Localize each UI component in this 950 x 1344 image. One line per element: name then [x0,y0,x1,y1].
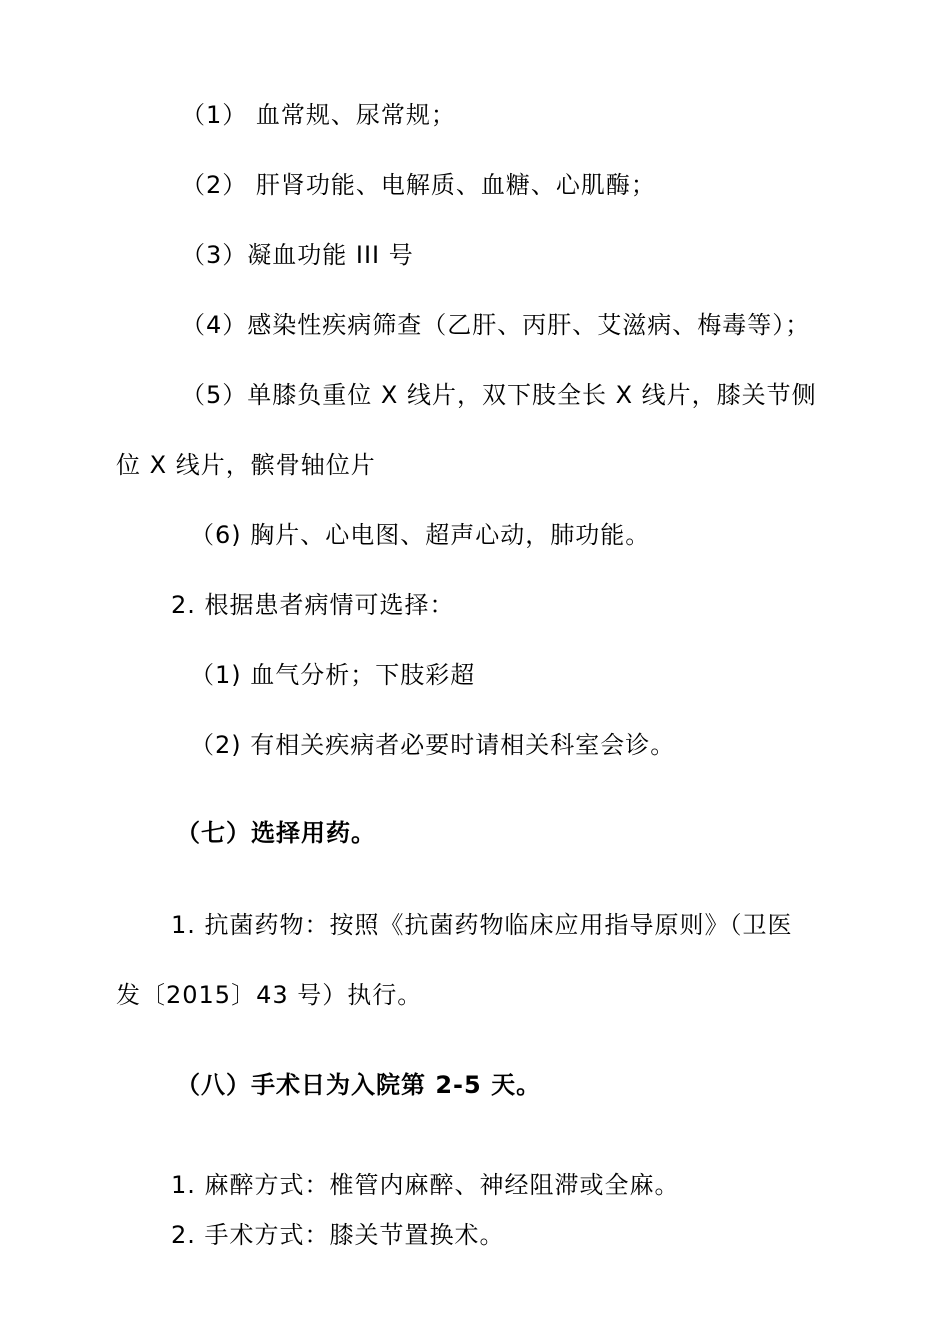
antibiotic-item: 1. 抗菌药物：按照《抗菌药物临床应用指导原则》（卫医 [171,911,793,939]
exam-item-6: （6) 胸片、心电图、超声心动，肺功能。 [190,521,651,549]
exam-item-1: （1） 血常规、尿常规； [181,101,456,129]
optional-exams-heading: 2. 根据患者病情可选择： [171,591,455,619]
exam-item-5-continued: 位 X 线片，髌骨轴位片 [116,451,376,479]
exam-item-3: （3）凝血功能 III 号 [181,241,414,269]
surgery-item: 2. 手术方式：膝关节置换术。 [171,1221,505,1249]
exam-item-4: （4）感染性疾病筛查（乙肝、丙肝、艾滋病、梅毒等）； [181,311,811,339]
optional-item-2: （2) 有相关疾病者必要时请相关科室会诊。 [190,731,676,759]
antibiotic-item-continued: 发〔2015〕43 号）执行。 [116,981,423,1009]
section-heading-8: （八）手术日为入院第 2-5 天。 [176,1071,542,1099]
section-heading-7: （七）选择用药。 [176,819,376,847]
exam-item-2: （2） 肝肾功能、电解质、血糖、心肌酶； [181,171,656,199]
exam-item-5: （5）单膝负重位 X 线片，双下肢全长 X 线片，膝关节侧 [181,381,817,409]
anesthesia-item: 1. 麻醉方式：椎管内麻醉、神经阻滞或全麻。 [171,1171,680,1199]
optional-item-1: （1) 血气分析；下肢彩超 [190,661,476,689]
